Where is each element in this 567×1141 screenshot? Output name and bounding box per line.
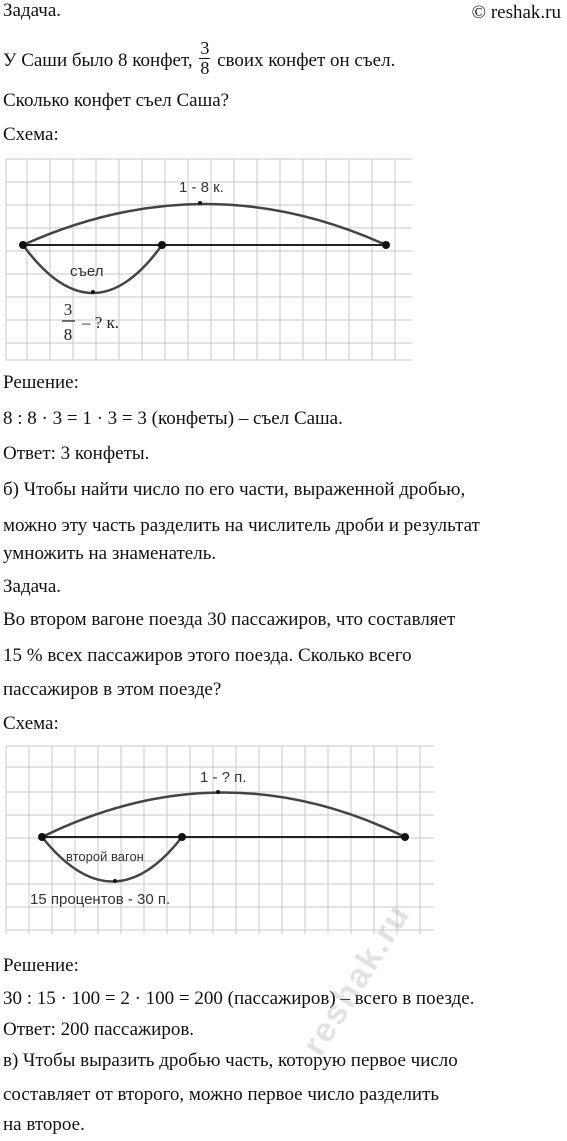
whole-label: 1 - 8 к.: [179, 179, 224, 196]
task-a-scheme-label: Схема:: [3, 124, 59, 145]
fraction-numerator: 3: [200, 38, 210, 58]
rule-c-line: в) Чтобы выразить дробью часть, которую первое число: [3, 1050, 458, 1071]
task-b-line: Во втором вагоне поезда 30 пассажиров, что составляет: [3, 609, 456, 630]
part-fraction-numerator: 3: [63, 300, 73, 319]
scheme-diagram-passengers: [0, 742, 440, 940]
task-b-line: 15 % всех пассажиров этого поезда. Сколько всего: [3, 645, 412, 666]
copyright-label: © reshak.ru: [471, 2, 561, 23]
rule-c-line: на второе.: [3, 1114, 85, 1135]
task-b-solution-label: Решение:: [3, 955, 79, 976]
rule-c-line: составляет от второго, можно первое число разделить: [3, 1084, 440, 1105]
fraction-denominator: 8: [200, 58, 210, 78]
task-a-text-after: своих конфет он съел.: [217, 49, 396, 71]
task-b-scheme-label: Схема:: [3, 713, 59, 734]
rule-b-line: б) Чтобы найти число по его части, выраженной дробью,: [3, 479, 466, 500]
part-arc-mark: [91, 290, 95, 294]
task-a-statement: [3, 38, 396, 81]
task-a-solution-label: Решение:: [3, 372, 79, 393]
task-a-solution: 8 : 8 · 3 = 1 · 3 = 3 (конфеты) – съел Саша.: [3, 408, 343, 429]
point-part: [178, 833, 186, 841]
task-a-question: Сколько конфет съел Саша?: [3, 90, 230, 111]
part-fraction-denominator: 8: [63, 325, 73, 344]
task-b-line: пассажиров в этом поезде?: [3, 679, 222, 700]
part-value: 15 процентов - 30 п.: [30, 891, 171, 908]
watermark: reshak.ru: [295, 896, 418, 1063]
rule-b-line: умножить на знаменатель.: [3, 543, 217, 564]
point-part: [158, 241, 166, 249]
whole-arc-mark: [198, 201, 202, 205]
whole-arc-mark: [216, 790, 220, 794]
task-b-title: Задача.: [3, 576, 62, 597]
part-label: съел: [70, 263, 104, 280]
task-a-answer: Ответ: 3 конфеты.: [3, 443, 150, 464]
rule-b-line: можно эту часть разделить на числитель дроби и результат: [3, 515, 480, 536]
header-title: Задача.: [3, 0, 62, 21]
point-start: [19, 241, 27, 249]
part-arc-mark: [113, 879, 117, 883]
point-end: [401, 833, 409, 841]
whole-arc: [23, 204, 386, 245]
part-value: – ? к.: [82, 313, 120, 332]
point-start: [38, 833, 46, 841]
scheme-diagram-candies: [0, 153, 420, 365]
task-b-answer: Ответ: 200 пассажиров.: [3, 1019, 195, 1040]
task-a-text-before: У Саши было 8 конфет,: [3, 49, 193, 71]
point-end: [382, 241, 390, 249]
task-a-fraction: [199, 39, 210, 78]
part-label: второй вагон: [66, 849, 144, 864]
task-b-solution: 30 : 15 · 100 = 2 · 100 = 200 (пассажиров) – всего в поезде.: [3, 988, 475, 1009]
whole-label: 1 - ? п.: [200, 769, 247, 786]
